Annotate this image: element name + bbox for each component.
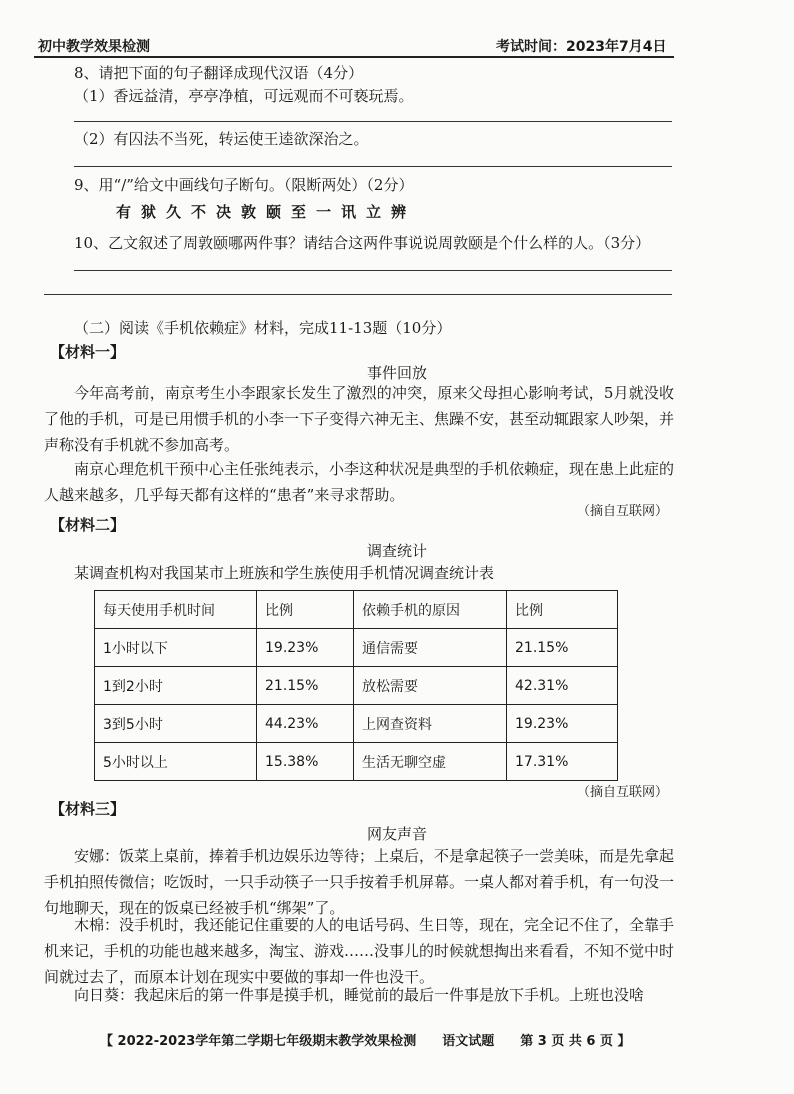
page-footer: 【 2022-2023学年第二学期七年级期末教学效果检测 语文试题 第 3 页 共 6 页 】 [100,1034,631,1049]
material-2-source: （摘自互联网） [576,785,668,800]
table-row [95,591,618,629]
table-cell: 比例 [507,591,618,629]
material-3-paragraph-2: 木棉：没手机时，我还能记住重要的人的电话号码、生日等，现在，完全记不住了，全靠手机来记，手机的功能也越来越多，淘宝、游戏……没事儿的时候就想掏出来看看，不知不觉中时间就过去了，而原本计划在现实中要做的事却一件也没干。 [44,916,675,986]
answer-line [74,270,672,271]
table-cell: 上网查资料 [354,705,507,743]
header-left: 初中教学效果检测 [38,39,150,55]
q9-title: 9、用“/”给文中画线句子断句。（限断两处）（2分） [74,176,414,194]
material-1-paragraph-1: 今年高考前，南京考生小李跟家长发生了激烈的冲突，原来父母担心影响考试，5月就没收了他的手机，可是已用惯手机的小李一下子变得六神无主、焦躁不安，甚至动辄跟家人吵架，并声称没有手机就不参加高考。 [44,384,675,454]
material-3-paragraph-1: 安娜：饭菜上桌前，捧着手机边娱乐边等待；上桌后，不是拿起筷子一尝美味，而是先拿起手机拍照传微信；吃饭时，一只手动筷子一只手按着手机屏幕。一桌人都对着手机，有一句没一句地聊天，现在的饭桌已经被手机“绑架”了。 [44,847,675,917]
table-cell: 21.15% [507,629,618,667]
table-cell: 44.23% [257,705,354,743]
material-1-heading: 事件回放 [366,364,427,382]
table-row [95,667,618,705]
table-row [95,743,618,781]
table-cell: 生活无聊空虚 [354,743,507,781]
section-title: （二）阅读《手机依赖症》材料，完成11-13题（10分） [74,319,452,337]
material-1-label: 【材料一】 [50,343,126,361]
material-2-heading: 调查统计 [366,542,427,560]
table-cell: 通信需要 [354,629,507,667]
table-cell: 19.23% [257,629,354,667]
q8-sentence-2: （2）有囚法不当死，转运使王逵欲深治之。 [74,130,369,148]
table-cell: 放松需要 [354,667,507,705]
q8-title: 8、请把下面的句子翻译成现代汉语（4分） [74,64,364,82]
table-cell: 19.23% [507,705,618,743]
table-row [95,629,618,667]
answer-line [44,294,672,295]
table-row [95,705,618,743]
q10-title: 10、乙文叙述了周敦颐哪两件事？请结合这两件事说说周敦颐是个什么样的人。（3分） [74,234,651,252]
q9-sentence: 有狱久不决敦颐至一讯立辨 [116,203,417,221]
table-cell: 15.38% [257,743,354,781]
table-cell: 每天使用手机时间 [95,591,257,629]
survey-table [94,590,618,781]
material-2-label: 【材料二】 [50,516,126,534]
table-cell: 5小时以上 [95,743,257,781]
material-3-heading: 网友声音 [366,825,427,843]
table-cell: 1到2小时 [95,667,257,705]
table-cell: 3到5小时 [95,705,257,743]
table-cell: 42.31% [507,667,618,705]
q8-sentence-1: （1）香远益清，亭亭净植，可远观而不可亵玩焉。 [74,87,414,105]
table-cell: 21.15% [257,667,354,705]
header-right: 考试时间：2023年7月4日 [496,39,667,55]
table-cell: 17.31% [507,743,618,781]
answer-line [74,166,672,167]
material-1-paragraph-2: 南京心理危机干预中心主任张纯表示，小李这种状况是典型的手机依赖症，现在患上此症的人越来越多，几乎每天都有这样的“患者”来寻求帮助。 [44,460,675,504]
answer-line [74,121,672,122]
header-divider [34,56,674,58]
material-3-label: 【材料三】 [50,800,126,818]
table-caption: 某调查机构对我国某市上班族和学生族使用手机情况调查统计表 [74,564,495,582]
material-3-paragraph-3: 向日葵：我起床后的第一件事是摸手机，睡觉前的最后一件事是放下手机。上班也没啥 [74,986,645,1004]
table-cell: 1小时以下 [95,629,257,667]
table-cell: 比例 [257,591,354,629]
material-1-source: （摘自互联网） [576,504,668,519]
table-cell: 依赖手机的原因 [354,591,507,629]
